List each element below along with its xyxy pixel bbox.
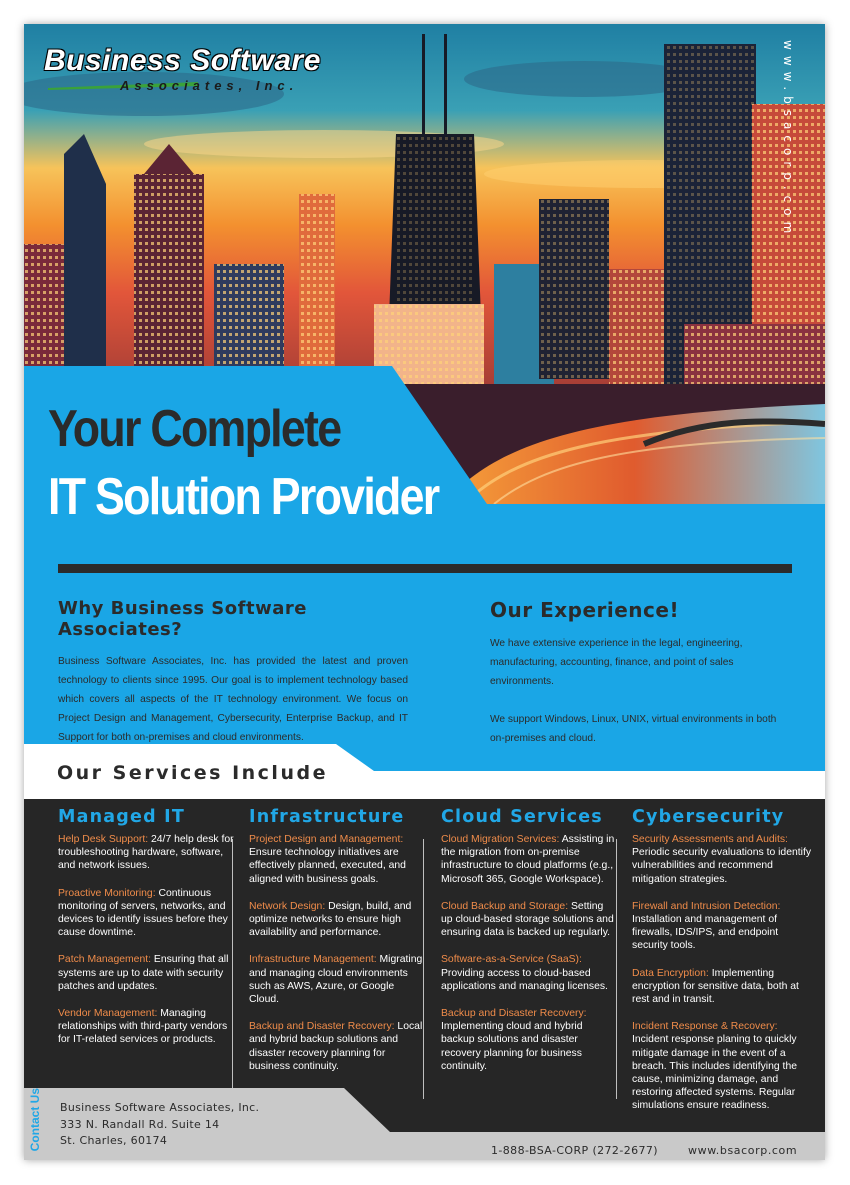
- logo-name: Business Software: [44, 44, 321, 77]
- service-item-title: Patch Management:: [58, 954, 151, 966]
- service-item-title: Infrastructure Management:: [249, 954, 377, 966]
- service-item: [58, 953, 234, 993]
- service-item-title: Vendor Management:: [58, 1008, 158, 1020]
- service-item-desc: Continuous monitoring of servers, networks, and devices to identify issues before they cause downtime.: [58, 887, 228, 939]
- service-column-title: Infrastructure: [249, 807, 405, 827]
- service-item: [441, 833, 617, 886]
- why-section: [58, 598, 408, 747]
- address-block: [60, 1100, 259, 1150]
- why-title: Why Business Software Associates?: [58, 598, 307, 640]
- company-logo: [44, 44, 321, 93]
- service-item: [249, 953, 425, 1006]
- service-item-title: Data Encryption:: [632, 967, 709, 979]
- service-item-desc: Setting up cloud-based storage solutions and ensuring data is backed up regularly.: [441, 900, 614, 939]
- phone-number: 1-888-BSA-CORP (272-2677): [491, 1144, 658, 1157]
- experience-body-1: We have extensive experience in the legal, engineering, manufacturing, accounting, finance, and point of sales environments.: [490, 638, 743, 687]
- service-item-title: Security Assessments and Audits:: [632, 834, 788, 845]
- headline: [48, 399, 568, 527]
- service-column-title: Cloud Services: [441, 807, 603, 827]
- service-item-desc: Assisting in the migration from on-premise infrastructure to cloud platforms (e.g., Microsoft 365, Google Workspace).: [441, 834, 615, 885]
- service-item-desc: Ensure technology initiatives are effectively planned, executed, and aligned with business goals.: [249, 847, 406, 885]
- service-item-desc: Implementing encryption for sensitive data, both at rest and in transit.: [632, 967, 799, 1006]
- service-item-desc: Incident response planing to quickly mitigate damage in the event of a breach. This includes identifying the cause, minimizing damage, and restoring affected systems. Regular simulations ensure readiness.: [632, 1034, 798, 1112]
- service-column-infrastructure: [249, 807, 425, 1073]
- service-item: [441, 900, 617, 940]
- website-link[interactable]: www.bsacorp.com: [688, 1144, 798, 1157]
- service-item: [249, 833, 425, 886]
- contact-us-label: [28, 1088, 46, 1160]
- address-street: 333 N. Randall Rd. Suite 14: [60, 1117, 220, 1131]
- service-item-desc: 24/7 help desk for troubleshooting hardware, software, and network issues.: [58, 834, 234, 872]
- address-city: St. Charles, 60174: [60, 1134, 168, 1147]
- service-item: [632, 833, 812, 886]
- service-column-title: Managed IT: [58, 807, 185, 827]
- service-column-managed-it: [58, 807, 234, 1047]
- experience-section: [490, 598, 790, 748]
- service-item-desc: Local and hybrid backup solutions and disaster recovery planning for business continuity.: [249, 1021, 423, 1072]
- service-item: [632, 900, 812, 953]
- service-item-title: Cloud Migration Services:: [441, 834, 560, 845]
- service-item: [58, 1007, 234, 1047]
- flyer-page: [24, 24, 825, 1160]
- logo-subname: Associates, Inc.: [120, 78, 299, 93]
- service-column-cloud-services: [441, 807, 617, 1073]
- service-item: [632, 967, 812, 1007]
- service-item-title: Incident Response & Recovery:: [632, 1021, 778, 1033]
- divider-bar: [58, 564, 792, 573]
- address-company: Business Software Associates, Inc.: [60, 1101, 260, 1114]
- service-item-desc: Providing access to cloud-based applications and managing licenses.: [441, 967, 608, 992]
- service-item: [249, 1020, 425, 1073]
- headline-line-1: Your Complete: [48, 400, 341, 458]
- service-item-desc: Implementing cloud and hybrid backup solutions and disaster recovery planning for business continuity.: [441, 1021, 583, 1072]
- service-item-title: Help Desk Support:: [58, 834, 149, 845]
- contact-footer: [24, 1088, 825, 1160]
- services-heading: Our Services Include: [57, 762, 328, 784]
- service-item: [249, 900, 425, 940]
- services-header: [24, 744, 825, 799]
- service-item-desc: Ensuring that all systems are up to date with security patches and updates.: [58, 954, 229, 992]
- website-vertical-text: www.bsacorp.com: [781, 40, 795, 240]
- service-item-desc: Migrating and managing cloud environments such as AWS, Azure, or Google Cloud.: [249, 954, 423, 1006]
- service-item-title: Backup and Disaster Recovery:: [249, 1021, 395, 1033]
- service-item-title: Backup and Disaster Recovery:: [441, 1008, 587, 1020]
- service-item-desc: Installation and management of firewalls, IDS/IPS, and endpoint security tools.: [632, 914, 779, 952]
- service-item: [441, 953, 617, 993]
- why-body: Business Software Associates, Inc. has provided the latest and proven technology to clients since 1995. Our goal is to implement technology based which covers all aspects of the IT technology environment. We focus on Project Design and Management, Cybersecurity, Enterprise Backup, and IT Support for both on-premises and cloud environments.: [58, 656, 408, 743]
- service-item-title: Network Design:: [249, 900, 326, 912]
- service-item-title: Cloud Backup and Storage:: [441, 900, 569, 912]
- service-item-title: Proactive Monitoring:: [58, 887, 156, 899]
- service-column-cybersecurity: [632, 807, 812, 1113]
- service-item-title: Firewall and Intrusion Detection:: [632, 900, 781, 912]
- service-item: [441, 1007, 617, 1073]
- service-item-desc: Design, build, and optimize networks to ensure high availability and performance.: [249, 900, 412, 939]
- service-item: [58, 887, 234, 940]
- service-item-title: Project Design and Management:: [249, 834, 404, 845]
- service-item-desc: Periodic security evaluations to identify vulnerabilities and recommend mitigation strategies.: [632, 847, 812, 885]
- experience-body-2: We support Windows, Linux, UNIX, virtual environments in both on-premises and cloud.: [490, 714, 777, 744]
- service-item-title: Software-as-a-Service (SaaS):: [441, 954, 582, 966]
- service-item: [58, 833, 234, 873]
- headline-line-2: IT Solution Provider: [48, 468, 439, 526]
- experience-title: Our Experience!: [490, 598, 680, 622]
- contact-us-text: Contact Us: [28, 1088, 42, 1152]
- service-item-desc: Managing relationships with third-party vendors for IT-related services or products.: [58, 1008, 228, 1046]
- service-column-title: Cybersecurity: [632, 807, 785, 827]
- website-vertical: [781, 40, 811, 280]
